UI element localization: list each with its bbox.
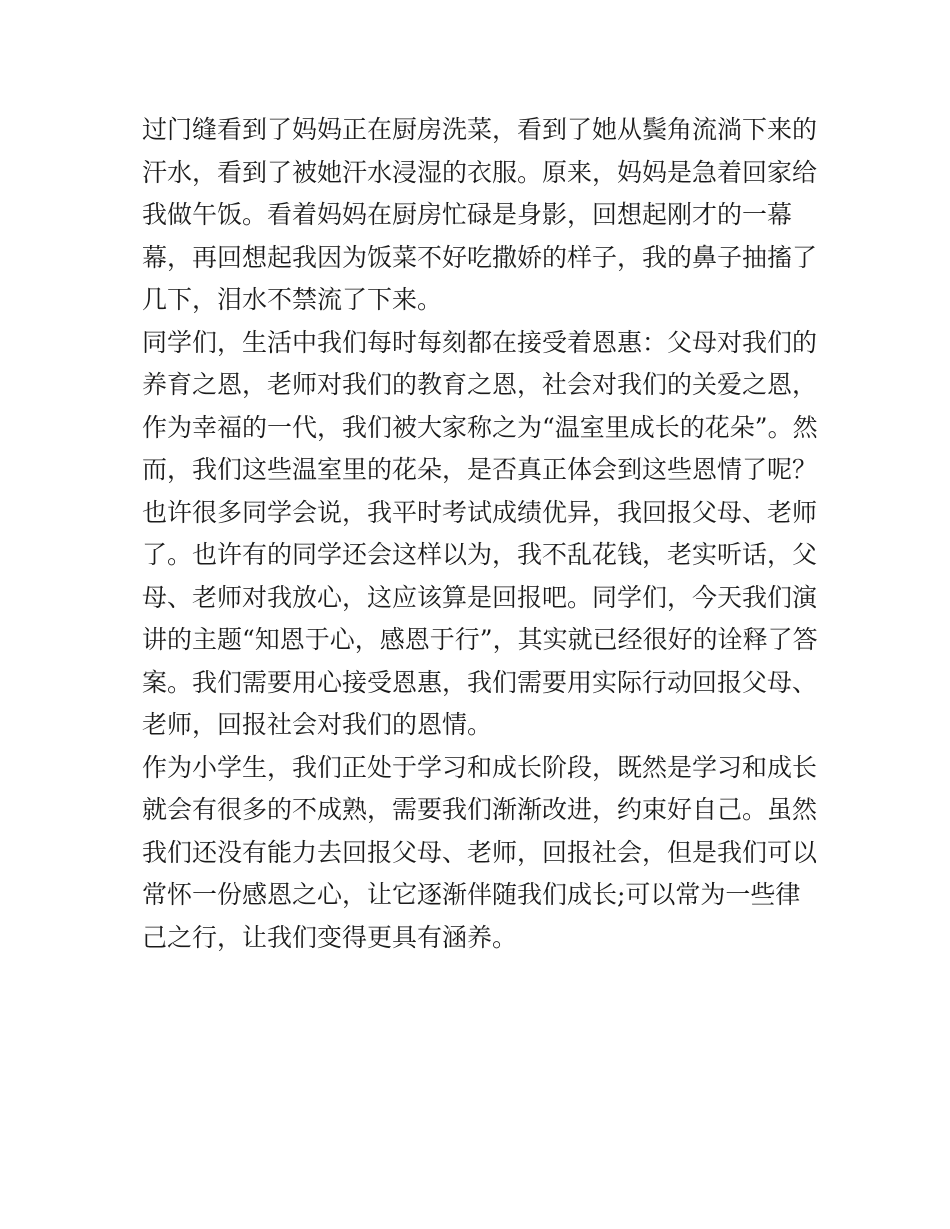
text-line: 养育之恩，老师对我们的教育之恩，社会对我们的关爱之恩， xyxy=(142,370,818,399)
text-line: 而，我们这些温室里的花朵，是否真正体会到这些恩情了呢？ xyxy=(142,455,818,484)
text-line: 幕，再回想起我因为饭菜不好吃撒娇的样子，我的鼻子抽搐了 xyxy=(142,242,818,272)
text-line: 讲的主题“知恩于心，感恩于行”，其实就已经很好的诠释了答 xyxy=(142,625,818,654)
text-line: 了。也许有的同学还会这样以为，我不乱花钱，老实听话，父 xyxy=(142,540,818,569)
text-line: 我们还没有能力去回报父母、老师，回报社会，但是我们可以 xyxy=(142,837,818,867)
text-line: 己之行，让我们变得更具有涵养。 xyxy=(142,922,518,952)
text-line: 老师，回报社会对我们的恩情。 xyxy=(142,710,493,739)
text-line: 案。我们需要用心接受恩惠，我们需要用实际行动回报父母、 xyxy=(142,667,818,697)
text-line: 同学们，生活中我们每时每刻都在接受着恩惠：父母对我们的 xyxy=(142,327,818,357)
text-line: 过门缝看到了妈妈正在厨房洗菜，看到了她从鬓角流淌下来的 xyxy=(142,115,818,144)
document-body xyxy=(142,109,822,959)
text-line: 作为幸福的一代，我们被大家称之为“温室里成长的花朵”。然 xyxy=(142,412,818,442)
text-line: 作为小学生，我们正处于学习和成长阶段，既然是学习和成长 xyxy=(142,752,818,782)
text-line: 汗水，看到了被她汗水浸湿的衣服。原来，妈妈是急着回家给 xyxy=(142,157,818,187)
text-line: 几下，泪水不禁流了下来。 xyxy=(142,285,443,314)
text-line: 母、老师对我放心，这应该算是回报吧。同学们，今天我们演 xyxy=(142,582,818,612)
text-line: 常怀一份感恩之心，让它逐渐伴随我们成长;可以常为一些律 xyxy=(142,880,801,909)
text-line: 也许很多同学会说，我平时考试成绩优异，我回报父母、老师 xyxy=(142,497,818,527)
text-line: 就会有很多的不成熟，需要我们渐渐改进，约束好自己。虽然 xyxy=(142,795,818,824)
text-line: 我做午饭。看着妈妈在厨房忙碌是身影，回想起刚才的一幕 xyxy=(142,200,793,229)
